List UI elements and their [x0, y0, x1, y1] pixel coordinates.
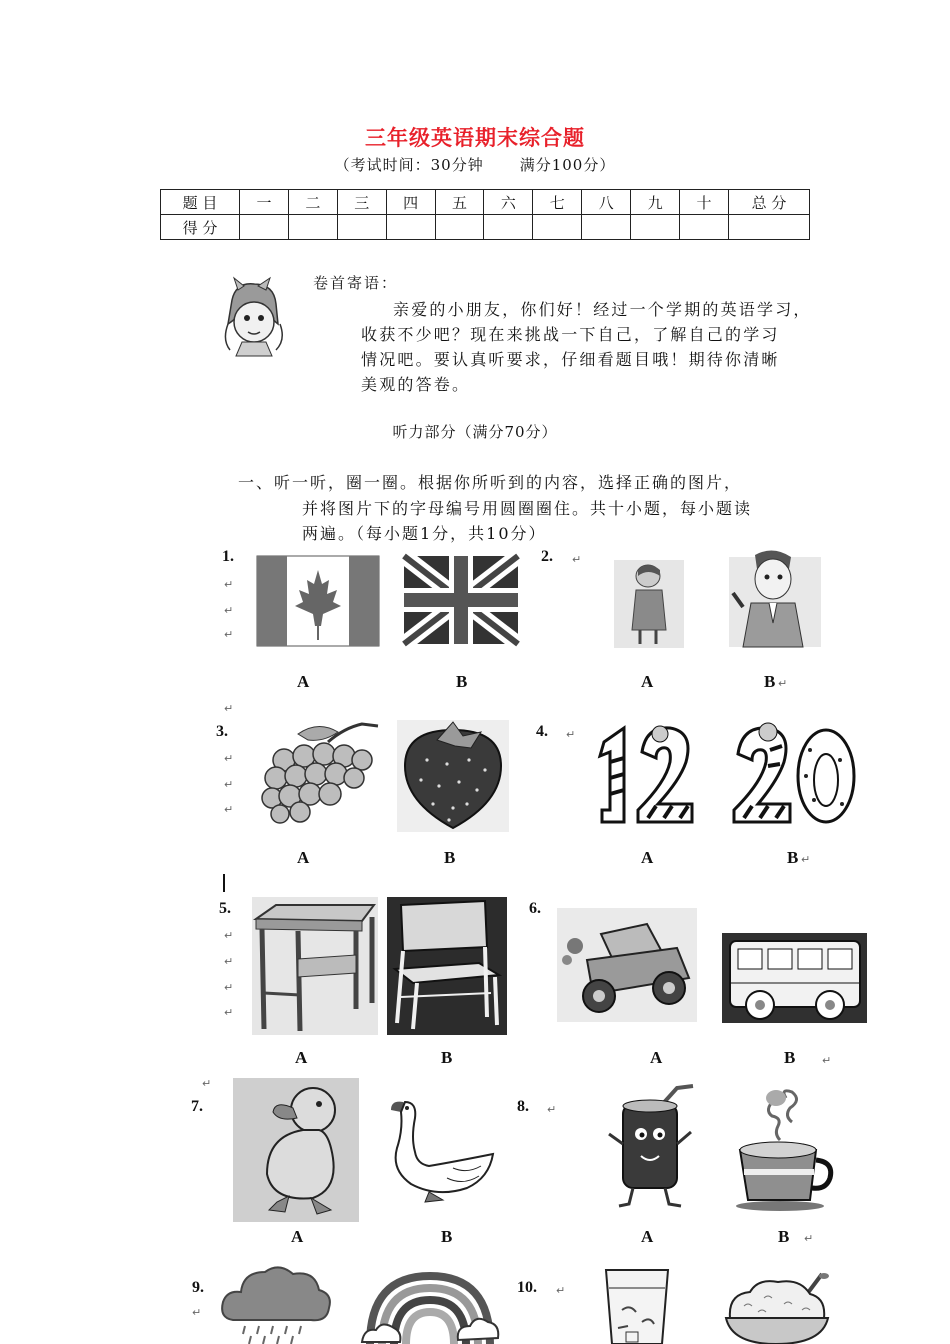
greeting-line: 美观的答卷。 [361, 375, 471, 394]
duck-icon[interactable] [233, 1078, 359, 1222]
bus-icon[interactable] [722, 933, 867, 1023]
question-number: 4. [536, 723, 548, 740]
woman-icon[interactable] [614, 560, 684, 648]
paragraph-mark: ↵ [801, 853, 811, 866]
man-icon[interactable] [729, 547, 821, 647]
paragraph-mark: ↵ [778, 677, 788, 690]
option-label[interactable]: A [297, 672, 310, 691]
table-cell: 四 [386, 190, 435, 215]
table-cell: 八 [582, 190, 631, 215]
option-label[interactable]: A [291, 1227, 304, 1246]
greeting-title: 卷首寄语： [313, 274, 399, 292]
number-20-icon[interactable] [730, 720, 862, 832]
teacup-icon[interactable] [734, 1088, 836, 1212]
text-cursor [223, 874, 225, 892]
option-label[interactable]: A [295, 1048, 308, 1067]
number-12-icon[interactable] [590, 722, 702, 832]
exam-time: （考试时间：30分钟 [334, 156, 484, 174]
paragraph-mark: ↵ [224, 628, 234, 641]
option-label[interactable]: B [764, 672, 776, 691]
question-number: 6. [529, 900, 541, 917]
option-label[interactable]: A [650, 1048, 663, 1067]
rain-cloud-icon[interactable] [219, 1262, 333, 1344]
score-input-cell[interactable] [533, 215, 582, 240]
exam-subtitle [0, 154, 950, 175]
paragraph-mark: ↵ [224, 803, 234, 816]
question-number: 7. [191, 1098, 203, 1115]
question-number: 10. [517, 1279, 537, 1296]
paragraph-mark: ↵ [572, 553, 582, 566]
grapes-icon[interactable] [258, 720, 382, 824]
rice-bowl-icon[interactable] [724, 1272, 830, 1344]
instruction-line: 一、听一听，圈一圈。根据你所听到的内容，选择正确的图片， [238, 473, 743, 492]
full-score: 满分100分） [519, 156, 616, 174]
uk-flag-icon[interactable] [404, 556, 518, 644]
chair-icon[interactable] [387, 897, 507, 1035]
paragraph-mark: ↵ [224, 752, 234, 765]
score-input-cell[interactable] [680, 215, 729, 240]
instruction-line: 并将图片下的字母编号用圆圈圈住。共十小题，每小题读 [302, 499, 753, 518]
paragraph-mark: ↵ [547, 1103, 557, 1116]
paragraph-mark: ↵ [224, 702, 234, 715]
score-table [160, 189, 810, 240]
table-cell: 题 目 [161, 190, 240, 215]
option-label[interactable]: B [441, 1227, 453, 1246]
paragraph-mark: ↵ [224, 1006, 234, 1019]
question-number: 8. [517, 1098, 529, 1115]
option-label[interactable]: B [441, 1048, 453, 1067]
option-label[interactable]: A [641, 1227, 654, 1246]
option-label[interactable]: B [444, 848, 456, 867]
table-cell: 六 [484, 190, 533, 215]
score-input-cell[interactable] [484, 215, 533, 240]
table-cell: 一 [240, 190, 289, 215]
question-number: 2. [541, 548, 553, 565]
exam-title: 三年级英语期末综合题 [365, 126, 585, 150]
table-cell: 五 [435, 190, 484, 215]
score-input-cell[interactable] [240, 215, 289, 240]
greeting-line: 亲爱的小朋友，你们好！经过一个学期的英语学习， [393, 300, 812, 319]
score-input-cell[interactable] [337, 215, 386, 240]
option-label[interactable]: B [784, 1048, 796, 1067]
option-label[interactable]: B [787, 848, 799, 867]
strawberry-icon[interactable] [397, 720, 509, 832]
score-table-score-row [161, 215, 810, 240]
score-input-cell[interactable] [435, 215, 484, 240]
score-table-header-row [161, 190, 810, 215]
score-input-cell[interactable] [288, 215, 337, 240]
paragraph-mark: ↵ [224, 778, 234, 791]
question-number: 3. [216, 723, 228, 740]
paragraph-mark: ↵ [804, 1232, 814, 1245]
goose-icon[interactable] [381, 1094, 501, 1204]
soda-can-icon[interactable] [603, 1084, 699, 1212]
table-cell: 得 分 [161, 215, 240, 240]
greeting-line: 收获不少吧？现在来挑战一下自己，了解自己的学习 [361, 325, 780, 344]
question-number: 9. [192, 1279, 204, 1296]
question-number: 5. [219, 900, 231, 917]
paragraph-mark: ↵ [202, 1077, 212, 1090]
paragraph-mark: ↵ [224, 578, 234, 591]
section-title: 听力部分（满分70分） [392, 423, 558, 441]
paragraph-mark: ↵ [556, 1284, 566, 1297]
desk-icon[interactable] [252, 897, 378, 1035]
paragraph-mark: ↵ [224, 929, 234, 942]
glass-icon[interactable] [604, 1266, 670, 1344]
question-number: 1. [222, 548, 234, 565]
score-input-cell[interactable] [386, 215, 435, 240]
option-label[interactable]: B [778, 1227, 790, 1246]
paragraph-mark: ↵ [192, 1306, 202, 1319]
option-label[interactable]: B [456, 672, 468, 691]
score-input-cell[interactable] [582, 215, 631, 240]
table-cell: 九 [631, 190, 680, 215]
paragraph-mark: ↵ [224, 981, 234, 994]
car-icon[interactable] [557, 908, 697, 1022]
option-label[interactable]: A [641, 672, 654, 691]
greeting-line: 情况吧。要认真听要求，仔细看题目哦！期待你清晰 [361, 350, 780, 369]
score-input-cell[interactable] [729, 215, 810, 240]
paragraph-mark: ↵ [566, 728, 576, 741]
paragraph-mark: ↵ [822, 1054, 832, 1067]
table-cell: 七 [533, 190, 582, 215]
paragraph-mark: ↵ [224, 604, 234, 617]
instruction-line: 两遍。（每小题1分，共10分） [302, 524, 547, 543]
table-cell: 十 [680, 190, 729, 215]
rainbow-icon[interactable] [362, 1270, 500, 1344]
table-cell: 二 [288, 190, 337, 215]
option-label[interactable]: A [297, 848, 310, 867]
table-cell: 三 [337, 190, 386, 215]
table-cell: 总 分 [729, 190, 810, 215]
score-input-cell[interactable] [631, 215, 680, 240]
canada-flag-icon[interactable] [257, 556, 379, 646]
option-label[interactable]: A [641, 848, 654, 867]
paragraph-mark: ↵ [224, 955, 234, 968]
cartoon-girl-icon [214, 278, 292, 356]
